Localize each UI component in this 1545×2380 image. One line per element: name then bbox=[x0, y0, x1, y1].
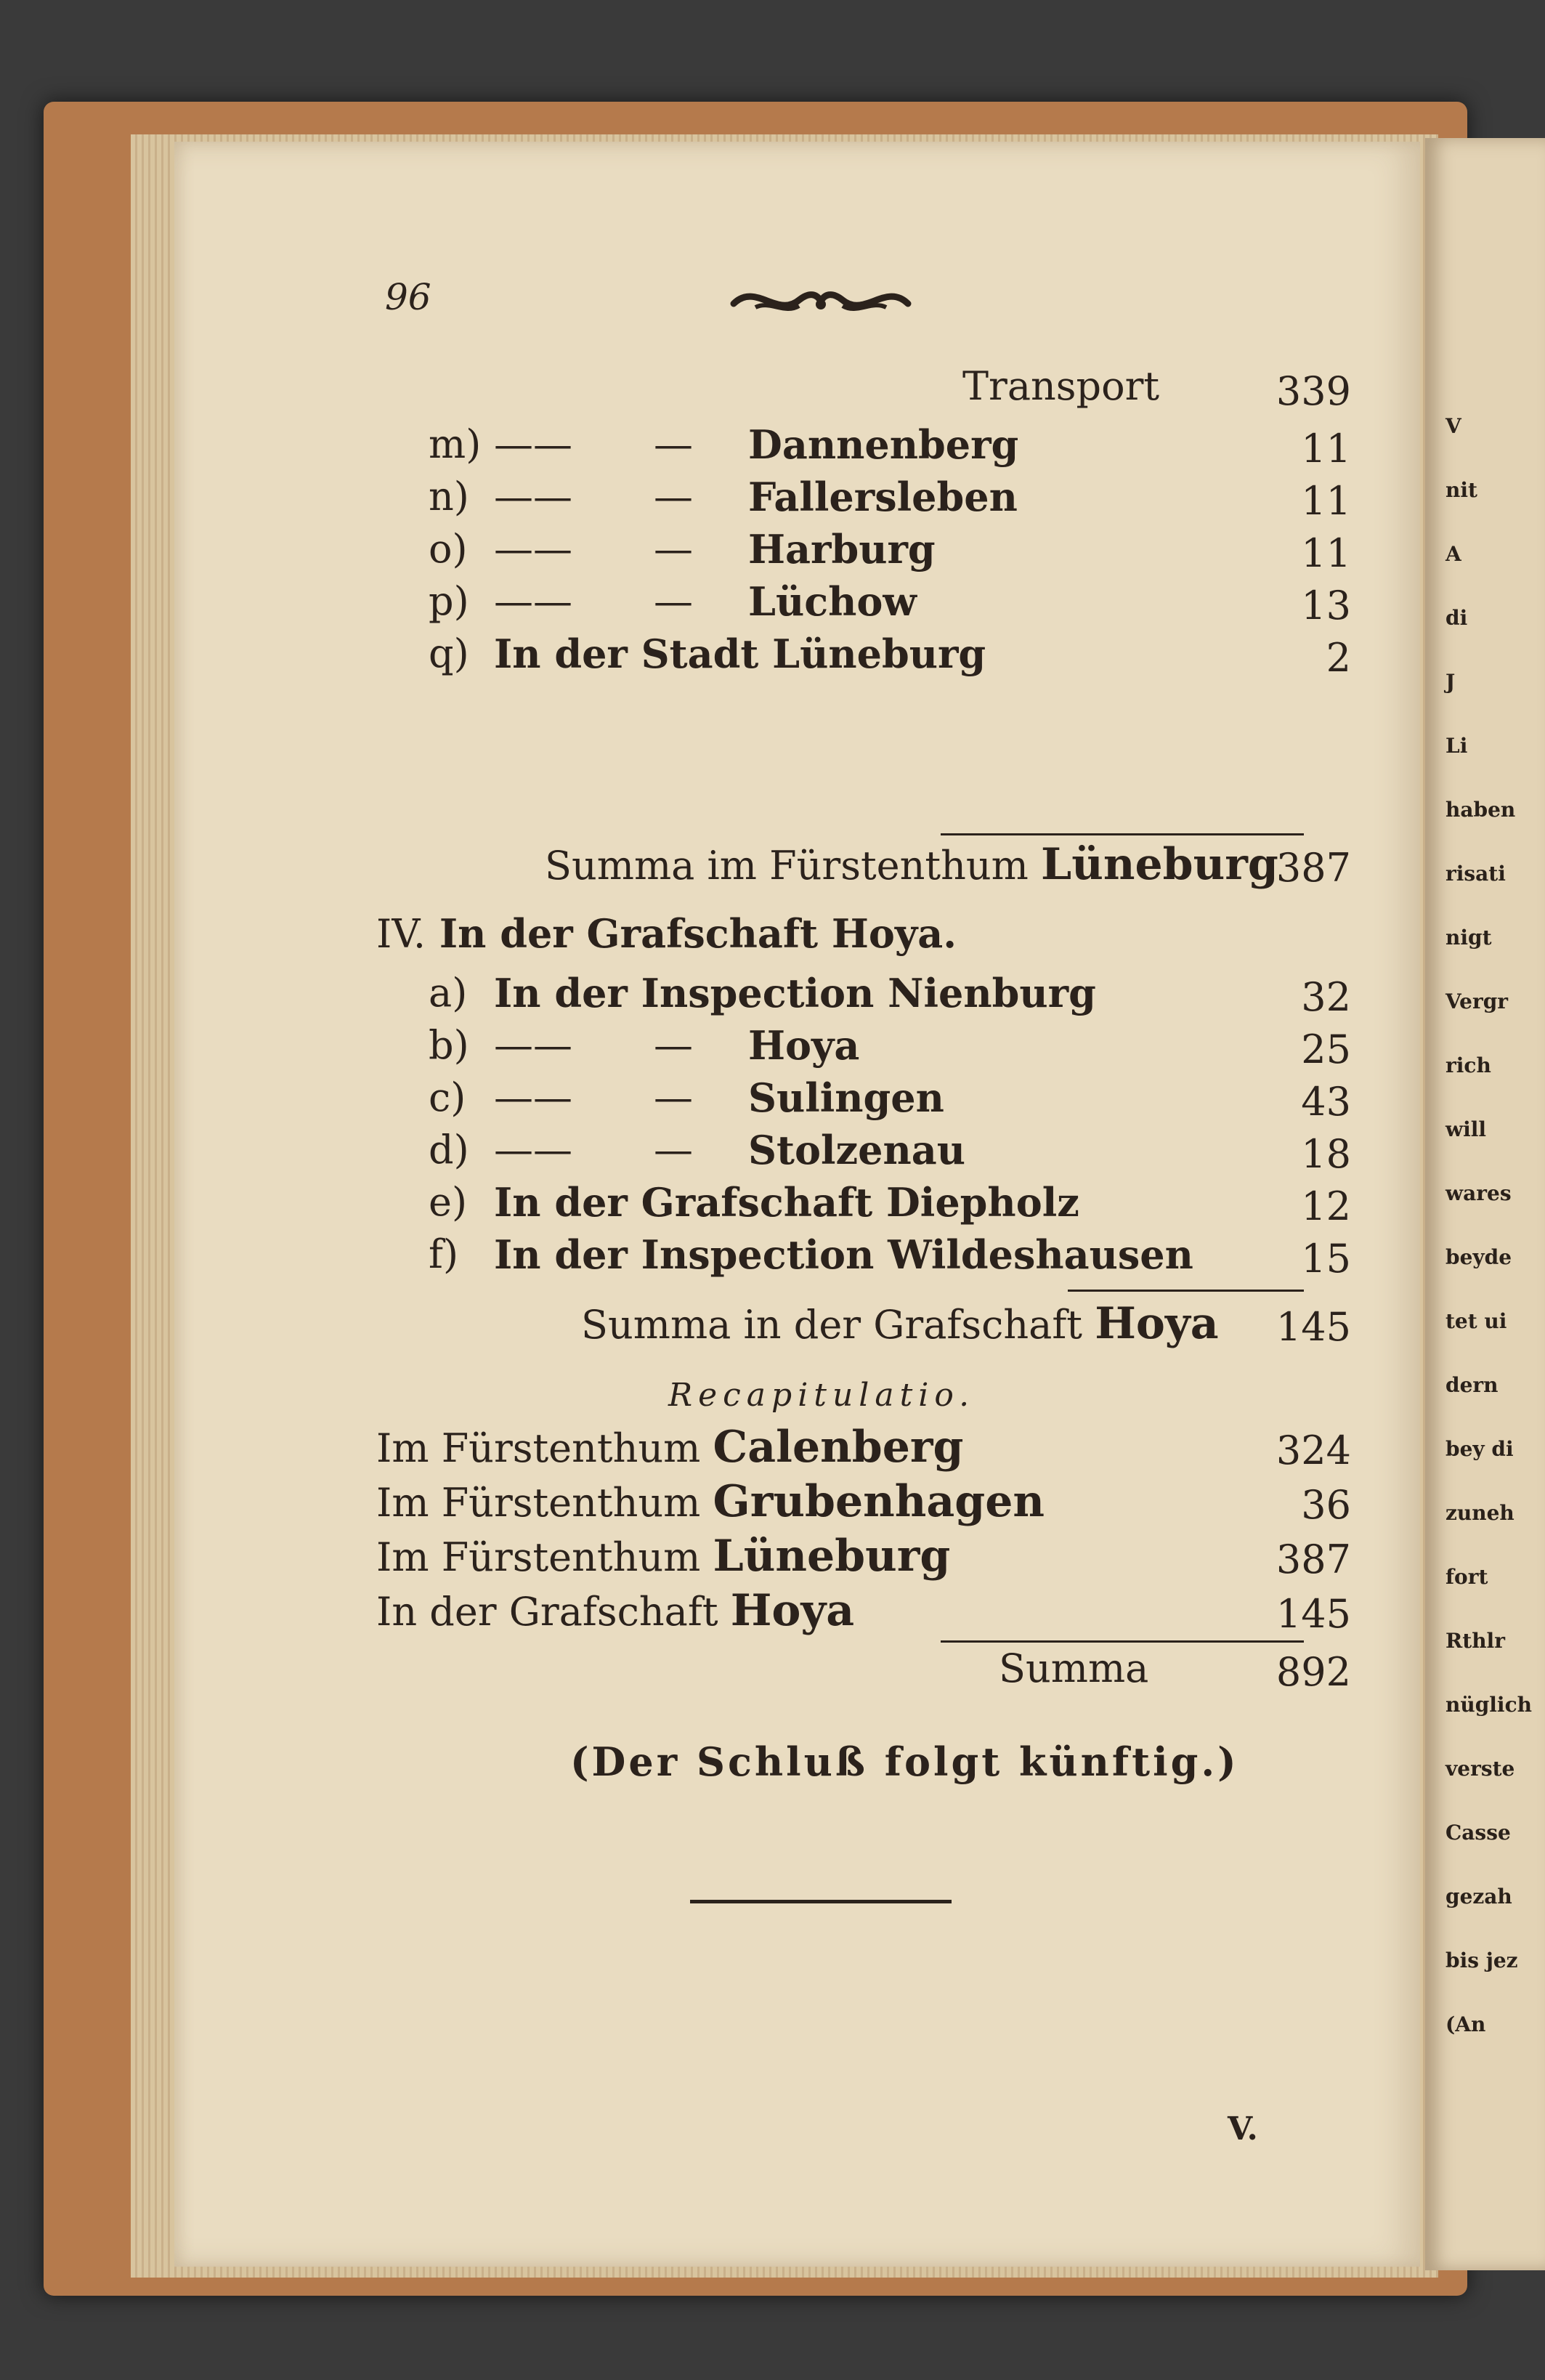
row-dash: — bbox=[654, 421, 693, 467]
section4-total-value: 145 bbox=[1276, 1304, 1351, 1350]
next-page-text: nit bbox=[1445, 478, 1477, 502]
adjacent-page-fragment bbox=[1425, 138, 1545, 2270]
transport-value: 339 bbox=[1276, 368, 1351, 414]
next-page-text: verste bbox=[1445, 1757, 1515, 1781]
section4-heading bbox=[376, 910, 957, 957]
next-page-text: A bbox=[1445, 542, 1461, 566]
recap-prefix: Im Fürstenthum bbox=[376, 1425, 701, 1471]
next-page-text: haben bbox=[1445, 798, 1516, 822]
next-page-text: wares bbox=[1445, 1181, 1512, 1205]
row-marker: m) bbox=[429, 421, 482, 467]
row-value: 15 bbox=[1301, 1236, 1351, 1282]
next-page-text: fort bbox=[1445, 1565, 1488, 1589]
next-page-text: will bbox=[1445, 1117, 1487, 1141]
section-numeral: IV. bbox=[376, 911, 426, 957]
total-label-text: Summa im Fürstenthum bbox=[545, 843, 1029, 889]
recap-value: 324 bbox=[1276, 1428, 1351, 1473]
row-value: 2 bbox=[1326, 635, 1351, 681]
row-marker: c) bbox=[429, 1074, 466, 1120]
row-value: 18 bbox=[1301, 1131, 1351, 1177]
recap-value: 145 bbox=[1276, 1591, 1351, 1637]
recap-name: Grubenhagen bbox=[713, 1476, 1045, 1527]
row-value: 25 bbox=[1301, 1027, 1351, 1072]
row-marker: q) bbox=[429, 631, 469, 676]
next-page-text: di bbox=[1445, 606, 1468, 630]
recap-row bbox=[376, 1585, 854, 1636]
recap-prefix: Im Fürstenthum bbox=[376, 1480, 701, 1526]
row-marker: a) bbox=[429, 970, 468, 1016]
recap-name: Hoya bbox=[730, 1585, 855, 1636]
section3-total-value: 387 bbox=[1276, 845, 1351, 891]
row-value: 11 bbox=[1301, 426, 1351, 471]
row-dash: —— bbox=[494, 421, 572, 467]
row-marker: d) bbox=[429, 1127, 469, 1173]
next-page-text: J bbox=[1445, 670, 1456, 694]
section-heading-name: Hoya. bbox=[831, 910, 957, 957]
next-page-text: nüglich bbox=[1445, 1693, 1532, 1717]
sum-rule bbox=[941, 833, 1304, 835]
grand-total-value: 892 bbox=[1276, 1649, 1351, 1695]
book-page bbox=[174, 142, 1420, 2267]
recap-prefix: In der Grafschaft bbox=[376, 1589, 718, 1635]
recap-heading: Recapitulatio. bbox=[668, 1377, 976, 1414]
next-page-text: bis jez bbox=[1445, 1948, 1518, 1972]
row-marker: o) bbox=[429, 526, 468, 572]
next-page-text: bey di bbox=[1445, 1437, 1514, 1461]
row-dash: — bbox=[654, 1022, 693, 1068]
recap-row bbox=[376, 1422, 963, 1473]
row-text: In der Inspection Wildeshausen bbox=[494, 1231, 1193, 1278]
total-name: Hoya bbox=[1095, 1298, 1219, 1349]
row-text: In der Grafschaft Diepholz bbox=[494, 1179, 1079, 1226]
recap-row bbox=[376, 1476, 1045, 1527]
row-marker: n) bbox=[429, 474, 469, 519]
row-marker: b) bbox=[429, 1022, 469, 1068]
page-number: 96 bbox=[385, 276, 431, 318]
next-page-text: Rthlr bbox=[1445, 1629, 1505, 1653]
section4-total-label bbox=[581, 1298, 1219, 1349]
row-marker: p) bbox=[429, 578, 469, 624]
next-page-text: gezah bbox=[1445, 1885, 1512, 1909]
row-place: Hoya bbox=[748, 1022, 860, 1069]
recap-value: 387 bbox=[1276, 1537, 1351, 1582]
row-dash: — bbox=[654, 474, 693, 519]
recap-name: Calenberg bbox=[713, 1422, 964, 1473]
closing-rule bbox=[690, 1900, 952, 1903]
row-value: 32 bbox=[1301, 974, 1351, 1020]
recap-name: Lüneburg bbox=[713, 1531, 951, 1582]
transport-label: Transport bbox=[962, 363, 1160, 409]
row-value: 11 bbox=[1301, 478, 1351, 524]
next-page-text: risati bbox=[1445, 862, 1506, 886]
row-marker: e) bbox=[429, 1179, 468, 1225]
sum-rule bbox=[1068, 1290, 1304, 1292]
row-value: 13 bbox=[1301, 583, 1351, 628]
row-dash: —— bbox=[494, 1022, 572, 1068]
recap-value: 36 bbox=[1301, 1482, 1351, 1528]
next-page-text: Vergr bbox=[1445, 989, 1509, 1013]
recap-row bbox=[376, 1531, 950, 1582]
next-page-text: Casse bbox=[1445, 1821, 1511, 1845]
row-dash: —— bbox=[494, 1074, 572, 1120]
recap-prefix: Im Fürstenthum bbox=[376, 1534, 701, 1580]
section3-total-label bbox=[545, 839, 1278, 890]
row-value: 43 bbox=[1301, 1079, 1351, 1125]
next-page-text: nigt bbox=[1445, 926, 1492, 950]
next-page-text: tet ui bbox=[1445, 1309, 1507, 1333]
next-page-text: Li bbox=[1445, 734, 1468, 758]
row-value: 12 bbox=[1301, 1183, 1351, 1229]
row-dash: — bbox=[654, 1127, 693, 1173]
row-dash: — bbox=[654, 526, 693, 572]
row-dash: — bbox=[654, 1074, 693, 1120]
row-place: Dannenberg bbox=[748, 421, 1019, 468]
row-place: Harburg bbox=[748, 526, 936, 572]
signature-mark: V. bbox=[1228, 2110, 1258, 2148]
next-page-text: beyde bbox=[1445, 1245, 1512, 1269]
row-value: 11 bbox=[1301, 530, 1351, 576]
next-page-text: V bbox=[1445, 414, 1461, 438]
row-dash: — bbox=[654, 578, 693, 624]
row-place: Lüchow bbox=[748, 578, 917, 625]
grand-total-label: Summa bbox=[999, 1646, 1149, 1691]
section-heading-text: In der Grafschaft bbox=[439, 910, 819, 957]
row-text: In der Stadt Lüneburg bbox=[494, 631, 986, 677]
next-page-text: dern bbox=[1445, 1373, 1499, 1397]
row-place: Sulingen bbox=[748, 1074, 944, 1121]
total-label-text: Summa in der Grafschaft bbox=[581, 1302, 1083, 1348]
next-page-text: rich bbox=[1445, 1053, 1491, 1077]
row-dash: —— bbox=[494, 1127, 572, 1173]
row-dash: —— bbox=[494, 526, 572, 572]
row-place: Stolzenau bbox=[748, 1127, 966, 1173]
next-page-text: zuneh bbox=[1445, 1501, 1514, 1525]
ornament-icon bbox=[726, 278, 915, 322]
row-dash: —— bbox=[494, 474, 572, 519]
row-text: In der Inspection Nienburg bbox=[494, 970, 1096, 1016]
next-page-text: (An bbox=[1445, 2012, 1486, 2036]
row-marker: f) bbox=[429, 1231, 459, 1277]
total-name: Lüneburg bbox=[1041, 839, 1278, 890]
sum-rule bbox=[941, 1640, 1304, 1643]
continuation-note: (Der Schluß folgt künftig.) bbox=[570, 1739, 1239, 1785]
row-dash: —— bbox=[494, 578, 572, 624]
row-place: Fallersleben bbox=[748, 474, 1018, 520]
